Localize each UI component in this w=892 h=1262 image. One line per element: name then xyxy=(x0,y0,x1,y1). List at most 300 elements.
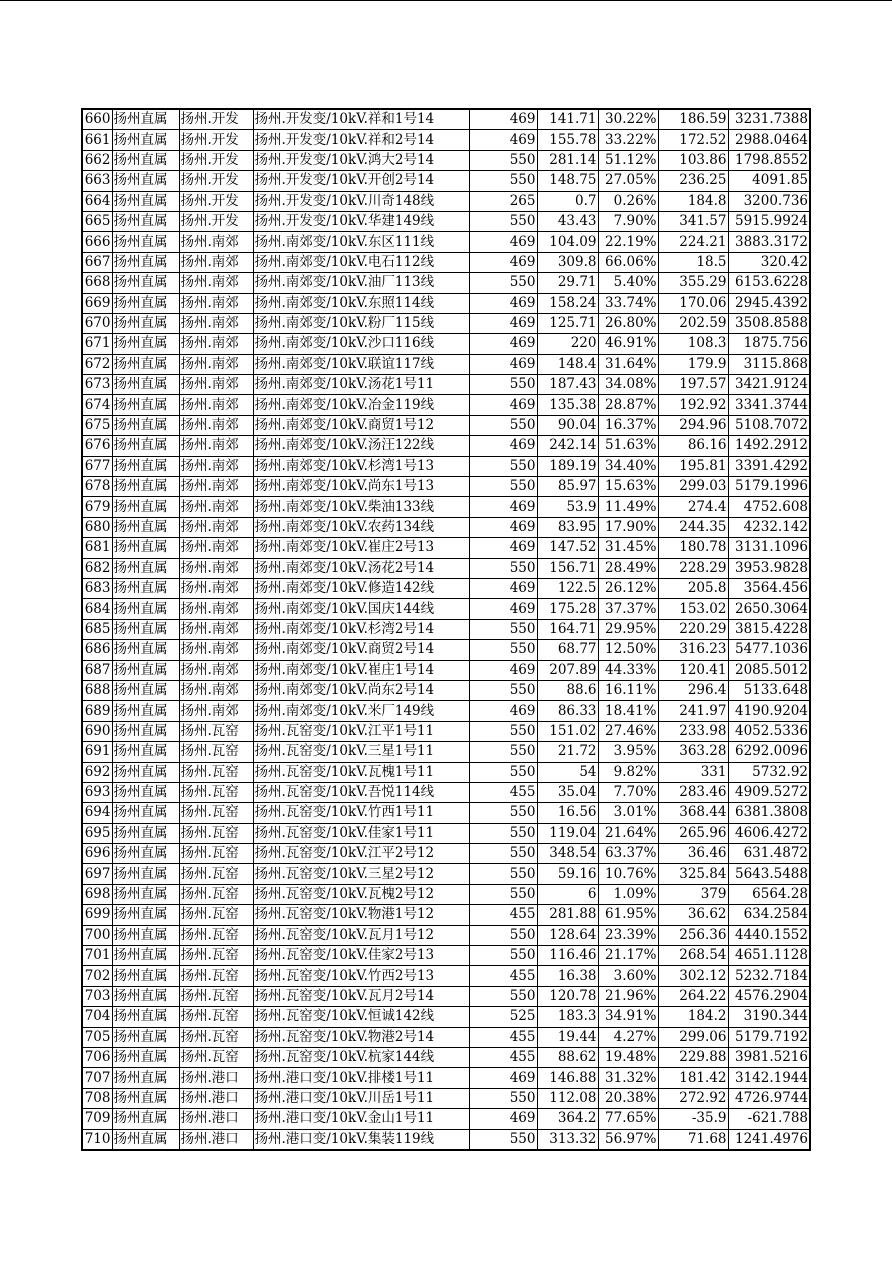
feeder-name-cell: 扬州.瓦窑变/10kV.三星1号11 xyxy=(253,742,469,762)
load-cell: 35.04 xyxy=(537,782,598,802)
load-cell: 158.24 xyxy=(537,293,598,313)
capacity-cell: 550 xyxy=(469,986,537,1006)
capacity-cell: 469 xyxy=(469,660,537,680)
load-rate-cell: 31.64% xyxy=(598,354,658,374)
company-cell: 扬州直属 xyxy=(112,762,179,782)
capacity-cell: 550 xyxy=(469,1088,537,1108)
feeder-name-cell: 扬州.南郊变/10kV.崔庄2号13 xyxy=(253,538,469,558)
row-number: 663 xyxy=(82,171,112,191)
row-number: 691 xyxy=(82,742,112,762)
remaining-value-cell: 5133.648 xyxy=(728,680,810,700)
load-rate-cell: 63.37% xyxy=(598,844,658,864)
load-rate-cell: 33.74% xyxy=(598,293,658,313)
table-row xyxy=(82,578,810,598)
load-rate-cell: 23.39% xyxy=(598,925,658,945)
row-number: 681 xyxy=(82,538,112,558)
company-cell: 扬州直属 xyxy=(112,864,179,884)
load-cell: 309.8 xyxy=(537,252,598,272)
substation-cell: 扬州.瓦窑 xyxy=(179,721,253,741)
capacity-cell: 550 xyxy=(469,721,537,741)
feeder-name-cell: 扬州.南郊变/10kV.联谊117线 xyxy=(253,354,469,374)
load-rate-cell: 34.91% xyxy=(598,1007,658,1027)
row-number: 697 xyxy=(82,864,112,884)
company-cell: 扬州直属 xyxy=(112,334,179,354)
load-rate-cell: 16.11% xyxy=(598,680,658,700)
company-cell: 扬州直属 xyxy=(112,252,179,272)
row-number: 666 xyxy=(82,232,112,252)
load-rate-cell: 3.95% xyxy=(598,742,658,762)
table-row xyxy=(82,762,810,782)
row-number: 661 xyxy=(82,130,112,150)
remaining-capacity-cell: 355.29 xyxy=(658,273,728,293)
company-cell: 扬州直属 xyxy=(112,517,179,537)
remaining-capacity-cell: 18.5 xyxy=(658,252,728,272)
capacity-cell: 550 xyxy=(469,844,537,864)
capacity-cell: 469 xyxy=(469,109,537,130)
remaining-value-cell: 5643.5488 xyxy=(728,864,810,884)
row-number: 705 xyxy=(82,1027,112,1047)
remaining-value-cell: 4190.9204 xyxy=(728,701,810,721)
company-cell: 扬州直属 xyxy=(112,109,179,130)
table-row xyxy=(82,1129,810,1150)
remaining-capacity-cell: 233.98 xyxy=(658,721,728,741)
load-rate-cell: 66.06% xyxy=(598,252,658,272)
capacity-cell: 550 xyxy=(469,415,537,435)
feeder-name-cell: 扬州.瓦窑变/10kV.竹西1号11 xyxy=(253,803,469,823)
table-row xyxy=(82,966,810,986)
load-rate-cell: 33.22% xyxy=(598,130,658,150)
capacity-cell: 550 xyxy=(469,171,537,191)
substation-cell: 扬州.瓦窑 xyxy=(179,884,253,904)
capacity-cell: 550 xyxy=(469,762,537,782)
substation-cell: 扬州.开发 xyxy=(179,191,253,211)
feeder-name-cell: 扬州.南郊变/10kV.尚东1号13 xyxy=(253,477,469,497)
remaining-capacity-cell: 368.44 xyxy=(658,803,728,823)
substation-cell: 扬州.南郊 xyxy=(179,640,253,660)
load-rate-cell: 4.27% xyxy=(598,1027,658,1047)
load-cell: 119.04 xyxy=(537,823,598,843)
substation-cell: 扬州.开发 xyxy=(179,150,253,170)
load-cell: 90.04 xyxy=(537,415,598,435)
company-cell: 扬州直属 xyxy=(112,742,179,762)
load-cell: 85.97 xyxy=(537,477,598,497)
load-rate-cell: 77.65% xyxy=(598,1109,658,1129)
remaining-value-cell: 4052.5336 xyxy=(728,721,810,741)
load-cell: 59.16 xyxy=(537,864,598,884)
remaining-capacity-cell: 228.29 xyxy=(658,558,728,578)
feeder-name-cell: 扬州.瓦窑变/10kV.瓦月1号12 xyxy=(253,925,469,945)
company-cell: 扬州直属 xyxy=(112,354,179,374)
row-number: 707 xyxy=(82,1068,112,1088)
remaining-capacity-cell: 36.46 xyxy=(658,844,728,864)
remaining-value-cell: 5179.7192 xyxy=(728,1027,810,1047)
table-row xyxy=(82,517,810,537)
table-row xyxy=(82,1047,810,1067)
remaining-value-cell: 6564.28 xyxy=(728,884,810,904)
capacity-cell: 455 xyxy=(469,966,537,986)
feeder-name-cell: 扬州.南郊变/10kV.崔庄1号14 xyxy=(253,660,469,680)
load-rate-cell: 22.19% xyxy=(598,232,658,252)
row-number: 695 xyxy=(82,823,112,843)
feeder-name-cell: 扬州.南郊变/10kV.粉厂115线 xyxy=(253,313,469,333)
load-cell: 0.7 xyxy=(537,191,598,211)
capacity-cell: 550 xyxy=(469,456,537,476)
capacity-cell: 469 xyxy=(469,395,537,415)
table-row xyxy=(82,619,810,639)
table-row xyxy=(82,191,810,211)
company-cell: 扬州直属 xyxy=(112,905,179,925)
remaining-value-cell: 4651.1128 xyxy=(728,946,810,966)
substation-cell: 扬州.瓦窑 xyxy=(179,864,253,884)
row-number: 679 xyxy=(82,497,112,517)
row-number: 700 xyxy=(82,925,112,945)
row-number: 703 xyxy=(82,986,112,1006)
company-cell: 扬州直属 xyxy=(112,538,179,558)
row-number: 687 xyxy=(82,660,112,680)
remaining-value-cell: 4091.85 xyxy=(728,171,810,191)
feeder-name-cell: 扬州.南郊变/10kV.汤花1号11 xyxy=(253,375,469,395)
substation-cell: 扬州.瓦窑 xyxy=(179,803,253,823)
table-row xyxy=(82,986,810,1006)
substation-cell: 扬州.南郊 xyxy=(179,354,253,374)
table-row xyxy=(82,477,810,497)
load-cell: 151.02 xyxy=(537,721,598,741)
load-cell: 220 xyxy=(537,334,598,354)
row-number: 684 xyxy=(82,599,112,619)
substation-cell: 扬州.港口 xyxy=(179,1088,253,1108)
row-number: 696 xyxy=(82,844,112,864)
company-cell: 扬州直属 xyxy=(112,660,179,680)
remaining-value-cell: 3391.4292 xyxy=(728,456,810,476)
row-number: 669 xyxy=(82,293,112,313)
load-cell: 155.78 xyxy=(537,130,598,150)
remaining-value-cell: 3142.1944 xyxy=(728,1068,810,1088)
load-rate-cell: 3.60% xyxy=(598,966,658,986)
remaining-value-cell: 5179.1996 xyxy=(728,477,810,497)
load-cell: 189.19 xyxy=(537,456,598,476)
load-cell: 146.88 xyxy=(537,1068,598,1088)
row-number: 709 xyxy=(82,1109,112,1129)
remaining-value-cell: 3953.9828 xyxy=(728,558,810,578)
remaining-capacity-cell: 283.46 xyxy=(658,782,728,802)
remaining-capacity-cell: 86.16 xyxy=(658,436,728,456)
company-cell: 扬州直属 xyxy=(112,680,179,700)
company-cell: 扬州直属 xyxy=(112,844,179,864)
capacity-cell: 550 xyxy=(469,273,537,293)
remaining-capacity-cell: 108.3 xyxy=(658,334,728,354)
substation-cell: 扬州.瓦窑 xyxy=(179,925,253,945)
remaining-capacity-cell: 172.52 xyxy=(658,130,728,150)
company-cell: 扬州直属 xyxy=(112,1068,179,1088)
row-number: 706 xyxy=(82,1047,112,1067)
feeder-name-cell: 扬州.南郊变/10kV.汤汪122线 xyxy=(253,436,469,456)
load-rate-cell: 10.76% xyxy=(598,864,658,884)
row-number: 674 xyxy=(82,395,112,415)
substation-cell: 扬州.南郊 xyxy=(179,558,253,578)
company-cell: 扬州直属 xyxy=(112,293,179,313)
row-number: 671 xyxy=(82,334,112,354)
substation-cell: 扬州.瓦窑 xyxy=(179,1007,253,1027)
remaining-capacity-cell: 205.8 xyxy=(658,578,728,598)
remaining-capacity-cell: 71.68 xyxy=(658,1129,728,1150)
table-row xyxy=(82,721,810,741)
load-cell: 187.43 xyxy=(537,375,598,395)
feeder-name-cell: 扬州.南郊变/10kV.沙口116线 xyxy=(253,334,469,354)
table-row xyxy=(82,905,810,925)
load-cell: 16.38 xyxy=(537,966,598,986)
feeder-name-cell: 扬州.南郊变/10kV.农药134线 xyxy=(253,517,469,537)
remaining-capacity-cell: 103.86 xyxy=(658,150,728,170)
feeder-name-cell: 扬州.港口变/10kV.川岳1号11 xyxy=(253,1088,469,1108)
table-row xyxy=(82,823,810,843)
load-rate-cell: 46.91% xyxy=(598,334,658,354)
capacity-cell: 550 xyxy=(469,375,537,395)
load-cell: 53.9 xyxy=(537,497,598,517)
capacity-cell: 469 xyxy=(469,293,537,313)
row-number: 677 xyxy=(82,456,112,476)
remaining-value-cell: 1798.8552 xyxy=(728,150,810,170)
row-number: 668 xyxy=(82,273,112,293)
load-cell: 183.3 xyxy=(537,1007,598,1027)
remaining-value-cell: 320.42 xyxy=(728,252,810,272)
remaining-value-cell: -621.788 xyxy=(728,1109,810,1129)
company-cell: 扬州直属 xyxy=(112,211,179,231)
remaining-value-cell: 1492.2912 xyxy=(728,436,810,456)
load-cell: 148.4 xyxy=(537,354,598,374)
feeder-name-cell: 扬州.开发变/10kV.祥和2号14 xyxy=(253,130,469,150)
remaining-value-cell: 2650.3064 xyxy=(728,599,810,619)
company-cell: 扬州直属 xyxy=(112,558,179,578)
load-rate-cell: 27.05% xyxy=(598,171,658,191)
capacity-cell: 469 xyxy=(469,578,537,598)
feeder-name-cell: 扬州.瓦窑变/10kV.物港1号12 xyxy=(253,905,469,925)
capacity-cell: 550 xyxy=(469,884,537,904)
company-cell: 扬州直属 xyxy=(112,477,179,497)
substation-cell: 扬州.瓦窑 xyxy=(179,966,253,986)
remaining-value-cell: 4726.9744 xyxy=(728,1088,810,1108)
company-cell: 扬州直属 xyxy=(112,130,179,150)
feeder-name-cell: 扬州.瓦窑变/10kV.杭家144线 xyxy=(253,1047,469,1067)
table-row xyxy=(82,1088,810,1108)
table-row xyxy=(82,375,810,395)
remaining-value-cell: 3115.868 xyxy=(728,354,810,374)
remaining-capacity-cell: 296.4 xyxy=(658,680,728,700)
load-cell: 116.46 xyxy=(537,946,598,966)
feeder-name-cell: 扬州.瓦窑变/10kV.佳家2号13 xyxy=(253,946,469,966)
table-row xyxy=(82,640,810,660)
capacity-cell: 469 xyxy=(469,538,537,558)
remaining-value-cell: 5108.7072 xyxy=(728,415,810,435)
substation-cell: 扬州.南郊 xyxy=(179,395,253,415)
row-number: 710 xyxy=(82,1129,112,1150)
table-row xyxy=(82,1007,810,1027)
capacity-cell: 550 xyxy=(469,558,537,578)
load-cell: 164.71 xyxy=(537,619,598,639)
company-cell: 扬州直属 xyxy=(112,395,179,415)
capacity-cell: 469 xyxy=(469,1109,537,1129)
company-cell: 扬州直属 xyxy=(112,436,179,456)
substation-cell: 扬州.南郊 xyxy=(179,538,253,558)
load-cell: 86.33 xyxy=(537,701,598,721)
row-number: 704 xyxy=(82,1007,112,1027)
remaining-value-cell: 3981.5216 xyxy=(728,1047,810,1067)
feeder-name-cell: 扬州.南郊变/10kV.国庆144线 xyxy=(253,599,469,619)
feeder-name-cell: 扬州.开发变/10kV.华建149线 xyxy=(253,211,469,231)
row-number: 667 xyxy=(82,252,112,272)
remaining-capacity-cell: -35.9 xyxy=(658,1109,728,1129)
load-rate-cell: 61.95% xyxy=(598,905,658,925)
remaining-value-cell: 2988.0464 xyxy=(728,130,810,150)
remaining-value-cell: 3883.3172 xyxy=(728,232,810,252)
row-number: 689 xyxy=(82,701,112,721)
load-rate-cell: 29.95% xyxy=(598,619,658,639)
load-cell: 141.71 xyxy=(537,109,598,130)
load-cell: 128.64 xyxy=(537,925,598,945)
table-row xyxy=(82,273,810,293)
feeder-name-cell: 扬州.南郊变/10kV.东照114线 xyxy=(253,293,469,313)
load-rate-cell: 21.64% xyxy=(598,823,658,843)
load-rate-cell: 12.50% xyxy=(598,640,658,660)
remaining-capacity-cell: 363.28 xyxy=(658,742,728,762)
row-number: 675 xyxy=(82,415,112,435)
feeder-name-cell: 扬州.瓦窑变/10kV.三星2号12 xyxy=(253,864,469,884)
capacity-cell: 550 xyxy=(469,477,537,497)
load-rate-cell: 1.09% xyxy=(598,884,658,904)
load-cell: 125.71 xyxy=(537,313,598,333)
load-rate-cell: 21.17% xyxy=(598,946,658,966)
table-row xyxy=(82,538,810,558)
feeder-name-cell: 扬州.南郊变/10kV.杉湾2号14 xyxy=(253,619,469,639)
remaining-capacity-cell: 197.57 xyxy=(658,375,728,395)
remaining-value-cell: 634.2584 xyxy=(728,905,810,925)
remaining-value-cell: 3231.7388 xyxy=(728,109,810,130)
remaining-capacity-cell: 341.57 xyxy=(658,211,728,231)
load-cell: 104.09 xyxy=(537,232,598,252)
substation-cell: 扬州.南郊 xyxy=(179,497,253,517)
load-rate-cell: 31.45% xyxy=(598,538,658,558)
load-rate-cell: 34.40% xyxy=(598,456,658,476)
remaining-value-cell: 5232.7184 xyxy=(728,966,810,986)
load-cell: 88.6 xyxy=(537,680,598,700)
company-cell: 扬州直属 xyxy=(112,823,179,843)
table-row xyxy=(82,171,810,191)
row-number: 694 xyxy=(82,803,112,823)
load-rate-cell: 18.41% xyxy=(598,701,658,721)
load-rate-cell: 5.40% xyxy=(598,273,658,293)
company-cell: 扬州直属 xyxy=(112,599,179,619)
capacity-cell: 455 xyxy=(469,1047,537,1067)
substation-cell: 扬州.瓦窑 xyxy=(179,905,253,925)
load-rate-cell: 31.32% xyxy=(598,1068,658,1088)
row-number: 702 xyxy=(82,966,112,986)
remaining-capacity-cell: 274.4 xyxy=(658,497,728,517)
load-rate-cell: 56.97% xyxy=(598,1129,658,1150)
row-number: 699 xyxy=(82,905,112,925)
table-row xyxy=(82,660,810,680)
load-rate-cell: 51.12% xyxy=(598,150,658,170)
load-cell: 6 xyxy=(537,884,598,904)
feeder-name-cell: 扬州.开发变/10kV.川奇148线 xyxy=(253,191,469,211)
feeder-name-cell: 扬州.南郊变/10kV.尚东2号14 xyxy=(253,680,469,700)
row-number: 665 xyxy=(82,211,112,231)
company-cell: 扬州直属 xyxy=(112,415,179,435)
remaining-capacity-cell: 299.06 xyxy=(658,1027,728,1047)
feeder-name-cell: 扬州.瓦窑变/10kV.瓦槐2号12 xyxy=(253,884,469,904)
load-cell: 281.88 xyxy=(537,905,598,925)
remaining-value-cell: 5732.92 xyxy=(728,762,810,782)
remaining-capacity-cell: 170.06 xyxy=(658,293,728,313)
load-rate-cell: 11.49% xyxy=(598,497,658,517)
remaining-capacity-cell: 256.36 xyxy=(658,925,728,945)
substation-cell: 扬州.南郊 xyxy=(179,619,253,639)
capacity-cell: 455 xyxy=(469,1027,537,1047)
row-number: 685 xyxy=(82,619,112,639)
substation-cell: 扬州.南郊 xyxy=(179,232,253,252)
capacity-cell: 469 xyxy=(469,517,537,537)
remaining-capacity-cell: 120.41 xyxy=(658,660,728,680)
feeder-name-cell: 扬州.南郊变/10kV.冶金119线 xyxy=(253,395,469,415)
company-cell: 扬州直属 xyxy=(112,191,179,211)
load-rate-cell: 37.37% xyxy=(598,599,658,619)
load-cell: 83.95 xyxy=(537,517,598,537)
company-cell: 扬州直属 xyxy=(112,171,179,191)
remaining-capacity-cell: 179.9 xyxy=(658,354,728,374)
remaining-capacity-cell: 184.2 xyxy=(658,1007,728,1027)
remaining-value-cell: 6381.3808 xyxy=(728,803,810,823)
table-row xyxy=(82,334,810,354)
company-cell: 扬州直属 xyxy=(112,1129,179,1150)
remaining-value-cell: 5477.1036 xyxy=(728,640,810,660)
load-rate-cell: 7.70% xyxy=(598,782,658,802)
substation-cell: 扬州.瓦窑 xyxy=(179,946,253,966)
remaining-capacity-cell: 195.81 xyxy=(658,456,728,476)
feeder-name-cell: 扬州.南郊变/10kV.修造142线 xyxy=(253,578,469,598)
remaining-capacity-cell: 331 xyxy=(658,762,728,782)
load-rate-cell: 26.80% xyxy=(598,313,658,333)
row-number: 708 xyxy=(82,1088,112,1108)
capacity-cell: 550 xyxy=(469,1129,537,1150)
feeder-name-cell: 扬州.开发变/10kV.鸿大2号14 xyxy=(253,150,469,170)
load-rate-cell: 51.63% xyxy=(598,436,658,456)
capacity-cell: 469 xyxy=(469,701,537,721)
remaining-capacity-cell: 202.59 xyxy=(658,313,728,333)
capacity-cell: 469 xyxy=(469,313,537,333)
capacity-cell: 265 xyxy=(469,191,537,211)
company-cell: 扬州直属 xyxy=(112,721,179,741)
remaining-capacity-cell: 316.23 xyxy=(658,640,728,660)
table-row xyxy=(82,1068,810,1088)
remaining-value-cell: 4576.2904 xyxy=(728,986,810,1006)
substation-cell: 扬州.开发 xyxy=(179,211,253,231)
company-cell: 扬州直属 xyxy=(112,701,179,721)
row-number: 683 xyxy=(82,578,112,598)
table-row xyxy=(82,497,810,517)
load-rate-cell: 16.37% xyxy=(598,415,658,435)
substation-cell: 扬州.南郊 xyxy=(179,578,253,598)
remaining-value-cell: 1241.4976 xyxy=(728,1129,810,1150)
load-cell: 88.62 xyxy=(537,1047,598,1067)
remaining-capacity-cell: 186.59 xyxy=(658,109,728,130)
remaining-capacity-cell: 294.96 xyxy=(658,415,728,435)
remaining-value-cell: 3815.4228 xyxy=(728,619,810,639)
table-row xyxy=(82,946,810,966)
feeder-name-cell: 扬州.南郊变/10kV.商贸2号14 xyxy=(253,640,469,660)
capacity-cell: 550 xyxy=(469,925,537,945)
row-number: 672 xyxy=(82,354,112,374)
substation-cell: 扬州.开发 xyxy=(179,130,253,150)
load-cell: 54 xyxy=(537,762,598,782)
remaining-capacity-cell: 379 xyxy=(658,884,728,904)
